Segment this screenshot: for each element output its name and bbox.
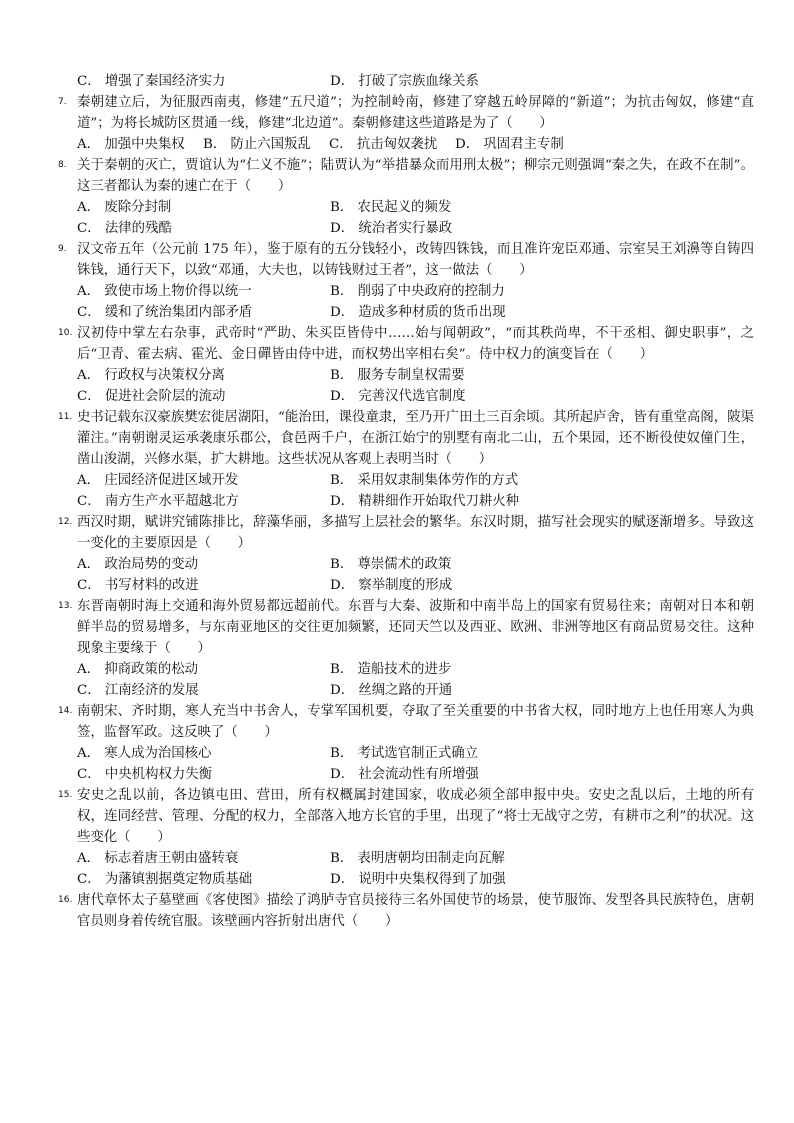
question-number: 16. xyxy=(58,895,73,905)
question-stem: 史书记载东汉豪族樊宏徙居湖阳，“能治田，课役童隶，至乃开广田土三百余顷。其所起庐舍，皆有重堂高阁，陂渠灌注。”南朝谢灵运承袭康乐郡公，食邑两千户，在浙江始宁的别墅有南北二山，五个果园，还不断役使奴僮门生，凿山浚湖，兴修水渠，扩大耕地。这些状况从客观上表明当时（ ） xyxy=(77,410,754,467)
question-stem: 汉初侍中掌左右杂事，武帝时“严助、朱买臣皆侍中……始与闻朝政”，“而其秩尚卑，不干丞相、御史职事”，之后“卫青、霍去病、霍光、金日磾皆由侍中进，而权势出宰相右矣”。侍中权力的演变旨在（ ） xyxy=(77,326,754,362)
question-number: 7. xyxy=(58,97,67,107)
question-stem: 汉文帝五年（公元前 175 年），鉴于原有的五分钱轻小，改铸四铢钱，而且准许宠臣邓通、宗室吴王刘濞等自铸四铢钱，通行天下，以致“邓通，大夫也，以铸钱财过王者”，这一做法（ ） xyxy=(77,242,754,278)
question-number: 8. xyxy=(58,160,67,170)
option-a: A． 行政权与决策权分离 xyxy=(77,368,225,383)
option-row xyxy=(77,71,754,92)
option-b: B． 农民起义的频发 xyxy=(330,200,452,215)
option-grid xyxy=(77,281,754,323)
option-c: C． 南方生产水平超越北方 xyxy=(77,494,239,509)
question-number: 10. xyxy=(58,328,73,338)
option-grid xyxy=(77,743,754,785)
option-c: C． 促进社会阶层的流动 xyxy=(77,389,226,404)
option-c: C． 为藩镇割据奠定物质基础 xyxy=(77,872,253,887)
option-a: A． 废除分封制 xyxy=(77,200,172,215)
question-number: 9. xyxy=(58,244,67,254)
question-7 xyxy=(50,92,754,155)
option-grid xyxy=(77,848,754,890)
question-number: 11. xyxy=(58,412,73,422)
option-a: A． 标志着唐王朝由盛转衰 xyxy=(77,851,239,866)
question-list xyxy=(50,71,754,932)
option-c: C． 书写材料的改进 xyxy=(77,578,199,593)
option-b: B． 采用奴隶制集体劳作的方式 xyxy=(330,473,519,488)
question-number: 13. xyxy=(58,601,73,611)
option-grid xyxy=(77,365,754,407)
option-d: D． 察举制度的形成 xyxy=(330,578,453,593)
question-15 xyxy=(50,785,754,890)
question-stem: 南朝宋、齐时期，寒人充当中书舍人，专掌军国机要，夺取了至关重要的中书省大权，同时地方上也任用寒人为典签，监督军政。这反映了（ ） xyxy=(77,704,754,740)
question-6-continued xyxy=(50,71,754,92)
option-d: D． 打破了宗族血缘关系 xyxy=(330,74,479,89)
option-b: B． 尊崇儒术的政策 xyxy=(330,557,452,572)
option-c: C． 法律的残酷 xyxy=(77,221,172,236)
question-number: 12. xyxy=(58,517,73,527)
option-c: C． 增强了秦国经济实力 xyxy=(77,74,226,89)
question-12 xyxy=(50,512,754,596)
option-c: C． 抗击匈奴袭扰 xyxy=(329,137,438,152)
option-d: D． 社会流动性有所增强 xyxy=(330,767,479,782)
question-11 xyxy=(50,407,754,512)
option-a: A． 庄园经济促进区域开发 xyxy=(77,473,239,488)
option-a: A． 抑商政策的松动 xyxy=(77,662,199,677)
option-c: C． 中央机构权力失衡 xyxy=(77,767,213,782)
question-14 xyxy=(50,701,754,785)
question-stem: 东晋南朝时海上交通和海外贸易都远超前代。东晋与大秦、波斯和中南半岛上的国家有贸易往来；南朝对日本和朝鲜半岛的贸易增多，与东南亚地区的交往更加频繁，还同天竺以及西亚、欧洲、非洲等地区有商品贸易交往。这种现象主要缘于（ ） xyxy=(77,599,754,656)
question-stem: 唐代章怀太子墓壁画《客使图》描绘了鸿胪寺官员接待三名外国使节的场景，使节服饰、发型各具民族特色，唐朝官员则身着传统官服。该壁画内容折射出唐代（ ） xyxy=(77,893,754,929)
option-d: D． 精耕细作开始取代刀耕火种 xyxy=(330,494,520,509)
option-a: A． 政治局势的变动 xyxy=(77,557,199,572)
option-b: B． 表明唐朝均田制走向瓦解 xyxy=(330,851,505,866)
question-8 xyxy=(50,155,754,239)
question-10 xyxy=(50,323,754,407)
question-number: 15. xyxy=(58,790,73,800)
option-d: D． 造成多种材质的货币出现 xyxy=(330,305,506,320)
question-16 xyxy=(50,890,754,932)
question-stem: 秦朝建立后，为征服西南夷，修建“五尺道”；为控制岭南，修建了穿越五岭屏障的“新道”；为抗击匈奴，修建“直道”；为将长城防区贯通一线，修建“北边道”。秦朝修建这些道路是为了（ ） xyxy=(77,95,754,131)
option-grid xyxy=(77,197,754,239)
option-b: B． 削弱了中央政府的控制力 xyxy=(330,284,505,299)
question-9 xyxy=(50,239,754,323)
option-d: D． 统治者实行暴政 xyxy=(330,221,453,236)
option-d: D． 说明中央集权得到了加强 xyxy=(330,872,506,887)
option-b: B． 防止六国叛乱 xyxy=(203,137,311,152)
option-a: A． 致使市场上物价得以统一 xyxy=(77,284,252,299)
option-grid xyxy=(77,659,754,701)
question-number: 14. xyxy=(58,706,73,716)
option-row xyxy=(77,134,754,155)
option-b: B． 造船技术的进步 xyxy=(330,662,452,677)
option-d: D． 丝绸之路的开通 xyxy=(330,683,453,698)
option-d: D． 完善汉代选官制度 xyxy=(330,389,466,404)
question-stem: 西汉时期，赋讲究铺陈排比，辞藻华丽，多描写上层社会的繁华。东汉时期，描写社会现实的赋逐渐增多。导致这一变化的主要原因是（ ） xyxy=(77,515,754,551)
question-stem: 安史之乱以前，各边镇屯田、营田，所有权概属封建国家，收成必须全部申报中央。安史之乱以后，土地的所有权，连同经营、管理、分配的权力，全部落入地方长官的手里，出现了“将士无战守之劳，有耕市之利”的状况。这些变化（ ） xyxy=(77,788,754,845)
question-13 xyxy=(50,596,754,701)
option-b: B． 服务专制皇权需要 xyxy=(330,368,465,383)
option-c: C． 缓和了统治集团内部矛盾 xyxy=(77,305,253,320)
question-stem: 关于秦朝的灭亡，贾谊认为“仁义不施”；陆贾认为“举措暴众而用刑太极”；柳宗元则强调“秦之失，在政不在制”。这三者都认为秦的速亡在于（ ） xyxy=(77,158,754,194)
option-b: B． 考试选官制正式确立 xyxy=(330,746,479,761)
option-grid xyxy=(77,554,754,596)
option-d: D． 巩固君主专制 xyxy=(455,137,564,152)
option-a: A． 加强中央集权 xyxy=(77,137,185,152)
option-grid xyxy=(77,470,754,512)
option-c: C． 江南经济的发展 xyxy=(77,683,199,698)
option-a: A． 寒人成为治国核心 xyxy=(77,746,212,761)
